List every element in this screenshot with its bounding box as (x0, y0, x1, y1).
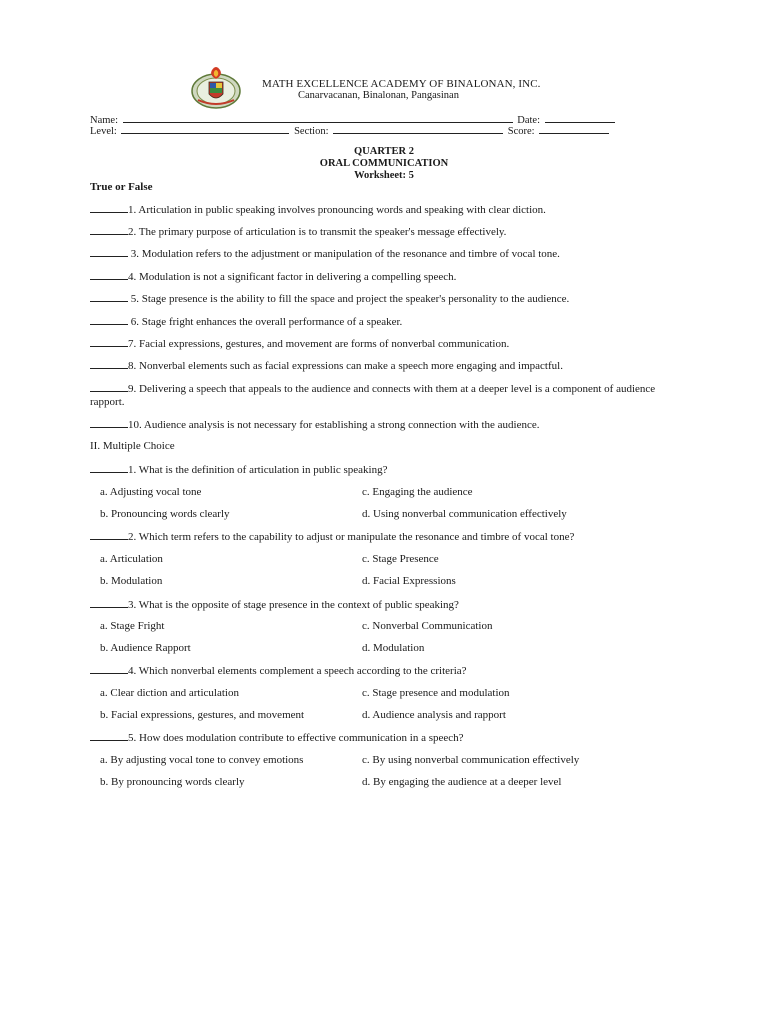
answer-blank[interactable] (90, 418, 128, 428)
tf-item: 10. Audience analysis is not necessary for establishing a strong connection with the audience. (90, 418, 680, 432)
subject-title: ORAL COMMUNICATION (319, 158, 449, 169)
answer-blank[interactable] (90, 337, 128, 347)
choice-b: b. Audience Rapport (100, 642, 191, 654)
mc-question: 1. What is the definition of articulation in public speaking? (90, 463, 680, 477)
section-label: Section: (294, 126, 329, 137)
mc-question: 5. How does modulation contribute to effective communication in a speech? (90, 731, 680, 745)
choice-c: c. Engaging the audience (362, 486, 473, 498)
tf-item: 2. The primary purpose of articulation is to transmit the speaker's message effectively. (90, 225, 680, 239)
answer-blank[interactable] (90, 382, 128, 392)
choice-a: a. Clear diction and articulation (100, 687, 239, 699)
choice-c: c. Stage presence and modulation (362, 687, 510, 699)
multiple-choice-heading: II. Multiple Choice (90, 440, 175, 452)
score-label: Score: (507, 126, 535, 137)
mc-question: 2. Which term refers to the capability to adjust or manipulate the resonance and timbre of vocal tone? (90, 530, 680, 544)
date-blank[interactable] (545, 113, 615, 123)
answer-blank[interactable] (90, 731, 128, 741)
choice-d: d. By engaging the audience at a deeper level (362, 776, 562, 788)
answer-blank[interactable] (90, 203, 128, 213)
level-label: Level: (90, 126, 117, 137)
choice-d: d. Modulation (362, 642, 425, 654)
answer-blank[interactable] (90, 463, 128, 473)
answer-blank[interactable] (90, 664, 128, 674)
choice-c: c. Stage Presence (362, 553, 439, 565)
choice-d: d. Audience analysis and rapport (362, 709, 506, 721)
tf-item: 5. Stage presence is the ability to fill the space and project the speaker's personality to the audience. (90, 292, 680, 306)
choice-a: a. Articulation (100, 553, 163, 565)
answer-blank[interactable] (90, 359, 128, 369)
quarter-title: QUARTER 2 (353, 146, 414, 157)
choice-b: b. Pronouncing words clearly (100, 508, 230, 520)
tf-item: 7. Facial expressions, gestures, and movement are forms of nonverbal communication. (90, 337, 680, 351)
choice-b: b. By pronouncing words clearly (100, 776, 245, 788)
choice-d: d. Facial Expressions (362, 575, 456, 587)
mc-question: 3. What is the opposite of stage presence in the context of public speaking? (90, 598, 680, 612)
choice-a: a. Stage Fright (100, 620, 165, 632)
answer-blank[interactable] (90, 292, 128, 302)
choice-c: c. By using nonverbal communication effectively (362, 754, 580, 766)
tf-item: 9. Delivering a speech that appeals to the audience and connects with them at a deeper level is a component of audience rapport. (90, 383, 656, 408)
level-blank[interactable] (121, 124, 289, 134)
choice-b: b. Facial expressions, gestures, and movement (100, 709, 305, 721)
level-section-score-line (90, 124, 611, 137)
answer-blank[interactable] (90, 270, 128, 280)
school-address: Canarvacanan, Binalonan, Pangasinan (298, 90, 459, 101)
answer-blank[interactable] (90, 225, 128, 235)
name-blank[interactable] (123, 113, 513, 123)
school-seal-logo (190, 64, 242, 110)
choice-a: a. By adjusting vocal tone to convey emotions (100, 754, 304, 766)
mc-question: 4. Which nonverbal elements complement a speech according to the criteria? (90, 664, 680, 678)
tf-item: 3. Modulation refers to the adjustment or manipulation of the resonance and timbre of vocal tone. (90, 247, 680, 261)
name-label: Name: (90, 115, 118, 126)
tf-item: 1. Articulation in public speaking involves pronouncing words and speaking with clear diction. (90, 203, 680, 217)
school-name: MATH EXCELLENCE ACADEMY OF BINALONAN, INC. (262, 78, 541, 90)
answer-blank[interactable] (90, 315, 128, 325)
answer-blank[interactable] (90, 598, 128, 608)
section-blank[interactable] (333, 124, 503, 134)
choice-d: d. Using nonverbal communication effectively (362, 508, 567, 520)
tf-item: 6. Stage fright enhances the overall performance of a speaker. (90, 315, 680, 329)
choice-a: a. Adjusting vocal tone (100, 486, 202, 498)
date-label: Date: (517, 115, 540, 126)
worksheet-number: Worksheet: 5 (354, 170, 414, 181)
choice-c: c. Nonverbal Communication (362, 620, 493, 632)
choice-b: b. Modulation (100, 575, 163, 587)
answer-blank[interactable] (90, 530, 128, 540)
worksheet-title (0, 146, 768, 182)
tf-item: 4. Modulation is not a significant factor in delivering a compelling speech. (90, 270, 680, 284)
true-false-heading: True or False (90, 181, 153, 193)
tf-item: 8. Nonverbal elements such as facial expressions can make a speech more engaging and impactful. (90, 359, 680, 373)
answer-blank[interactable] (90, 247, 128, 257)
score-blank[interactable] (539, 124, 609, 134)
